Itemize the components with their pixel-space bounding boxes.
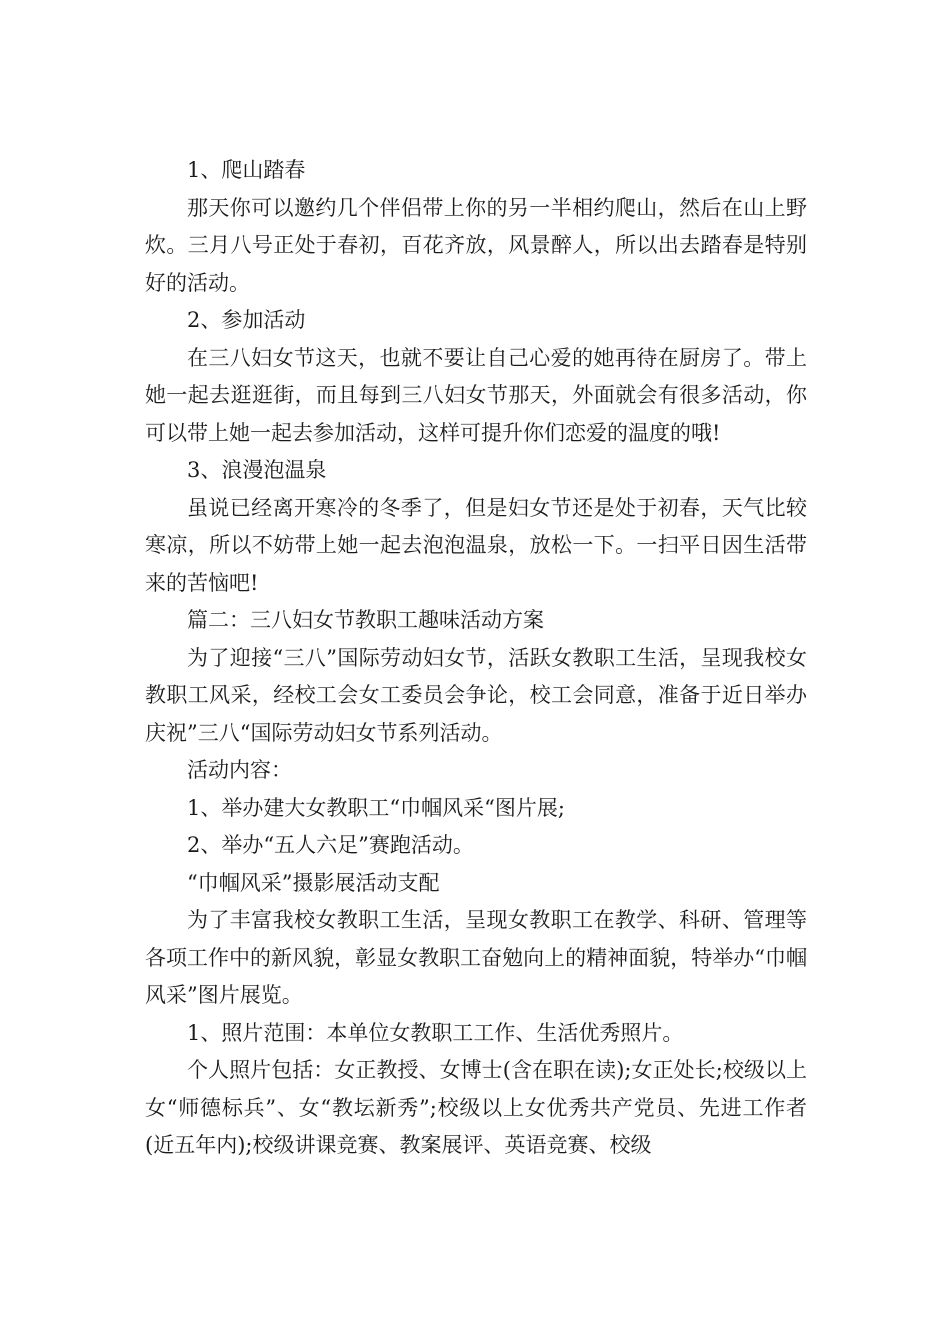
- chapter-title: 篇二：三八妇女节教职工趣味活动方案: [187, 608, 544, 632]
- body-paragraph: 那天你可以邀约几个伴侣带上你的另一半相约爬山，然后在山上野炊。三月八号正处于春初，百花齐放，风景醉人，所以出去踏春是特别好的活动。: [145, 195, 807, 295]
- section-heading: 3、浪漫泡温泉: [187, 458, 327, 482]
- body-paragraph: 虽说已经离开寒冷的冬季了，但是妇女节还是处于初春，天气比较寒凉，所以不妨带上她一起去泡泡温泉，放松一下。一扫平日因生活带来的苦恼吧!: [145, 495, 807, 595]
- body-paragraph: 为了丰富我校女教职工生活，呈现女教职工在教学、科研、管理等各项工作中的新风貌，彰显女教职工奋勉向上的精神面貌，特举办“巾帼风采”图片展览。: [145, 908, 807, 1007]
- body-paragraph: 个人照片包括：女正教授、女博士(含在职在读);女正处长;校级以上女“师德标兵”、女“教坛新秀”;校级以上女优秀共产党员、先进工作者(近五年内);校级讲课竞赛、教案展评、英语竞赛、校级: [145, 1058, 807, 1157]
- body-paragraph: 在三八妇女节这天，也就不要让自己心爱的她再待在厨房了。带上她一起去逛逛街，而且每到三八妇女节那天，外面就会有很多活动，你可以带上她一起去参加活动，这样可提升你们恋爱的温度的哦!: [145, 345, 807, 445]
- section-heading: 活动内容：: [187, 758, 292, 782]
- list-item: 2、举办“五人六足”赛跑活动。: [187, 833, 474, 857]
- section-heading: 1、爬山踏春: [187, 158, 306, 182]
- list-item: 1、照片范围：本单位女教职工工作、生活优秀照片。: [187, 1020, 684, 1045]
- body-paragraph: 为了迎接“三八”国际劳动妇女节，活跃女教职工生活，呈现我校女教职工风采，经校工会女工委员会争论，校工会同意，准备于近日举办庆祝”三八“国际劳动妇女节系列活动。: [145, 645, 807, 745]
- document-body: [145, 152, 807, 1165]
- section-heading: 2、参加活动: [187, 308, 306, 332]
- list-item: 1、举办建大女教职工“巾帼风采“图片展;: [187, 795, 565, 820]
- section-heading: “巾帼风采”摄影展活动支配: [187, 870, 440, 895]
